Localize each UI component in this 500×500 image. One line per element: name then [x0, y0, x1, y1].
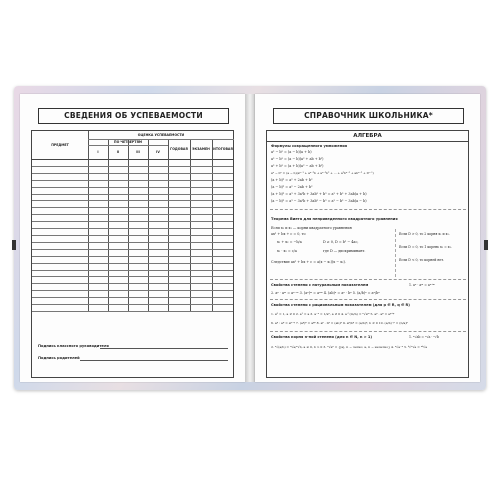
formula-line: 1. a⁰ = 1, a ≠ 0 2. a¹ = a 3. a⁻ⁿ = 1/aⁿ, a ≠ 0 4. a^(m/n) = ⁿ√aᵐ 5. aᵖ · aᵠ = aᵖ⁺ᵠ: [271, 312, 395, 316]
formula-line: 1. aⁿ · aᵐ = aⁿ⁺ᵐ: [409, 283, 435, 287]
formula-line: (a − b)³ = a³ − 3a²b + 3ab² − b³ = a³ − b³ − 3ab(a − b): [271, 199, 367, 203]
formula-block-title: Теорема Виета для неприведенного квадратного уравнения: [271, 217, 398, 221]
formula-block-title: Свойства степени с натуральным показателем: [271, 283, 369, 287]
header-quarter: I: [97, 150, 99, 154]
header-annual: ГОДОВАЯ: [170, 147, 188, 151]
table-row[interactable]: [32, 200, 233, 201]
column-divider: [395, 229, 396, 277]
formula-line: a³ + b³ = (a + b)(a² − ab + b²): [271, 164, 324, 168]
formula-block-title: Свойства корня n-ной степени (для n ∈ N, n > 1): [271, 335, 373, 339]
section-divider: [270, 209, 466, 210]
table-row[interactable]: [32, 214, 233, 215]
table-row[interactable]: [32, 166, 233, 167]
formula-line: a³ − b³ = (a − b)(a² + ab + b²): [271, 157, 324, 161]
table-row[interactable]: [32, 283, 233, 284]
page-title: СПРАВОЧНИК ШКОЛЬНИКА*: [273, 108, 464, 124]
table-row[interactable]: [32, 249, 233, 250]
section-title: АЛГЕБРА: [267, 131, 468, 142]
table-row[interactable]: [32, 235, 233, 236]
table-column-line: [168, 139, 169, 311]
formula-line: a² − b² = (a − b)(a + b): [271, 150, 312, 154]
table-row[interactable]: [32, 228, 233, 229]
header-quarter: II: [116, 150, 120, 154]
formula-block-title: Формулы сокращенного умножения: [271, 144, 348, 148]
section-divider: [270, 279, 466, 280]
formula-line: 1. ⁿ√ab = ⁿ√a · ⁿ√b: [409, 335, 439, 339]
parent-signature-line[interactable]: [80, 360, 228, 361]
table-row[interactable]: [32, 187, 233, 188]
teacher-signature-line[interactable]: [100, 348, 228, 349]
formula-line: 2. ⁿ√(a/b) = ⁿ√a/ⁿ√b, a ≥ 0, b > 0 3. ⁿ√aⁿ = {|a|, n − четно; a, n − нечетно} 4. ⁿ√a⁻ⁿ 5. ᵏ√ⁿ√a = ⁿᵏ√a: [271, 345, 428, 349]
header-quarter: IV: [156, 150, 160, 154]
formula-line: aⁿ − bⁿ = (a − b)(aⁿ⁻¹ + aⁿ⁻²b + aⁿ⁻³b² + ... + a²bⁿ⁻³ + abⁿ⁻² + bⁿ⁻¹): [271, 171, 374, 175]
formula-line: ax² + bx + c = 0, то: [271, 232, 306, 236]
header-final: ИТОГОВАЯ: [213, 147, 233, 151]
formula-line: Если D > 0, то 2 корня x₁ и x₂.: [399, 232, 450, 236]
table-column-line: [212, 139, 213, 311]
header-subject: ПРЕДМЕТ: [51, 143, 69, 147]
section-divider: [270, 299, 466, 300]
table-column-line: [148, 139, 149, 311]
table-row[interactable]: [32, 180, 233, 181]
table-column-line: [108, 139, 109, 311]
spine: [245, 94, 255, 382]
header-quarters: ПО ЧЕТВЕРТЯМ: [113, 140, 143, 144]
section-divider: [270, 331, 466, 332]
parent-signature-label: Подпись родителей: [38, 356, 80, 360]
page-title: СВЕДЕНИЯ ОБ УСПЕВАЕМОСТИ: [38, 108, 229, 124]
table-row[interactable]: [32, 290, 233, 291]
grade-table: [31, 130, 234, 378]
teacher-signature-label: Подпись классного руководителя: [38, 344, 109, 348]
table-row[interactable]: [32, 256, 233, 257]
header-rule: [88, 139, 234, 140]
formula-line: где D — дискриминант.: [323, 249, 366, 253]
header-rule: [88, 145, 168, 146]
table-row[interactable]: [32, 270, 233, 271]
formula-line: Следствие ax² + bx + c = a(x − x₁)(x − x₂).: [271, 260, 346, 264]
table-row[interactable]: [32, 304, 233, 305]
cover-edge-mark: [12, 240, 16, 250]
formula-block-title: Свойства степени с рациональным показателем (для p ∈ R, q ∈ R): [271, 303, 410, 307]
formula-line: (a − b)² = a² − 2ab + b²: [271, 185, 313, 189]
formula-line: 6. aᵖ : aᵠ = aᵖ⁻ᵠ 7. (aᵖ)ᵠ = aᵖᵠ 8. aᵖ · bᵖ = (ab)ᵖ 9. aᵖ/bᵖ = (a/b)ᵖ, b ≠ 0 10. (a/b)⁻ᵖ = (b/a)ᵖ: [271, 321, 408, 325]
table-column-line: [190, 139, 191, 311]
table-row[interactable]: [32, 242, 233, 243]
header-grades: ОЦЕНКА УСПЕВАЕМОСТИ: [137, 133, 185, 137]
header-quarter: III: [136, 150, 140, 154]
formula-line: (a + b)³ = a³ + 3a²b + 3ab² + b³ = a³ + b³ + 3ab(a + b): [271, 192, 367, 196]
formula-line: Если D = 0, то 1 корень x₁ = x₂.: [399, 245, 452, 249]
formula-line: x₁ · x₂ = c/a: [277, 249, 297, 253]
formula-line: x₁ + x₂ = −b/a: [277, 240, 302, 244]
table-row[interactable]: [32, 263, 233, 264]
table-row[interactable]: [32, 194, 233, 195]
table-row[interactable]: [32, 173, 233, 174]
table-row[interactable]: [32, 207, 233, 208]
right-page: [255, 94, 480, 382]
left-page: [20, 94, 245, 382]
cover-edge-mark: [484, 240, 488, 250]
formula-line: D ≥ 0, D = b² − 4ac,: [323, 240, 359, 244]
table-row[interactable]: [32, 311, 233, 312]
table-row[interactable]: [32, 276, 233, 277]
formula-line: 2. aⁿ · aᵐ = aⁿ⁻ᵐ 3. (aⁿ)ᵐ = aⁿᵐ 4. (ab)ⁿ = aⁿ · bⁿ 5. (a/b)ⁿ = aⁿ/bⁿ: [271, 291, 380, 295]
table-row[interactable]: [32, 221, 233, 222]
reference-panel: [266, 130, 469, 378]
formula-line: (a + b)² = a² + 2ab + b²: [271, 178, 313, 182]
table-column-line: [128, 139, 129, 311]
table-row[interactable]: [32, 297, 233, 298]
formula-line: Если D < 0, то корней нет.: [399, 258, 445, 262]
formula-line: Если x₁ и x₂ — корни квадратного уравнения: [271, 226, 352, 230]
header-exam: ЭКЗАМЕН: [192, 147, 210, 151]
